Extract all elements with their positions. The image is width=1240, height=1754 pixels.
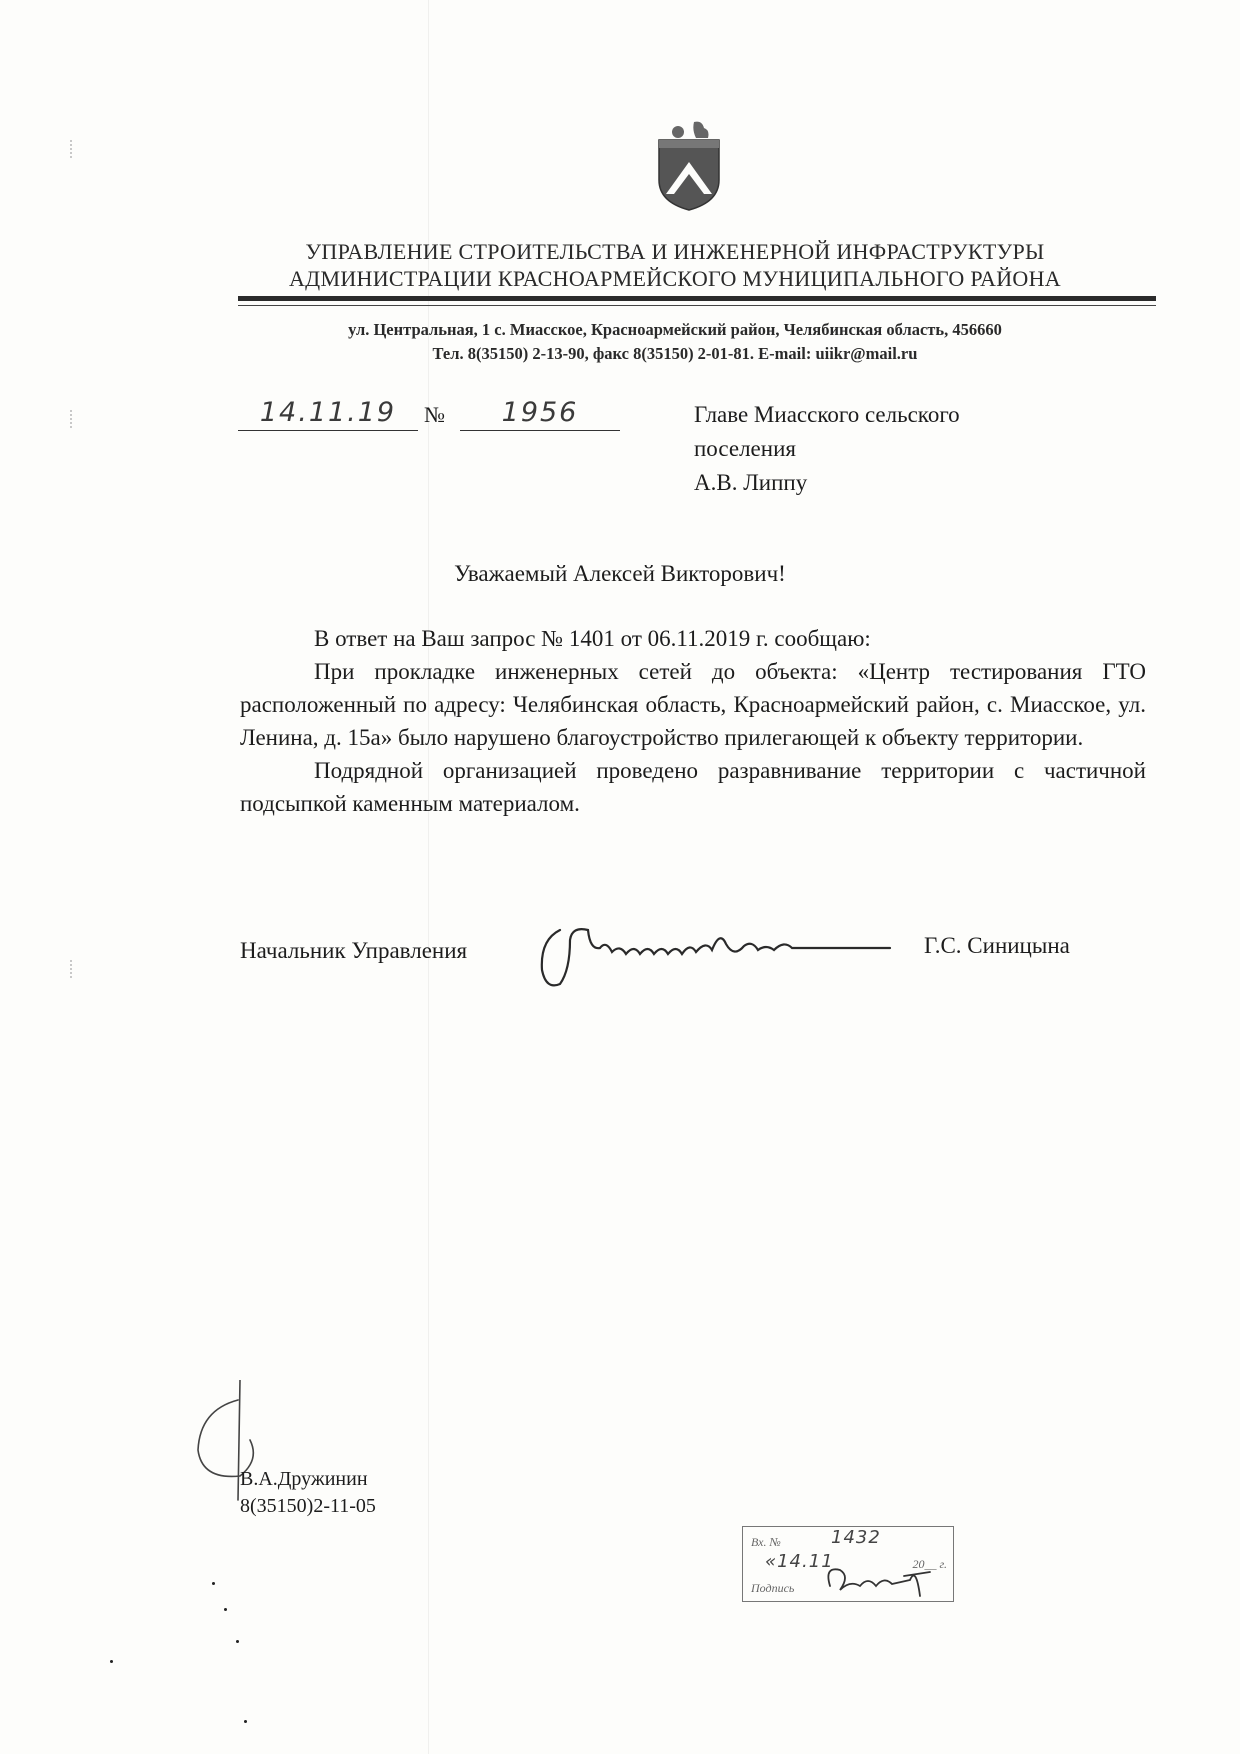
organization-title	[230, 238, 1120, 292]
body-paragraph: При прокладке инженерных сетей до объекта: «Центр тестирования ГТО расположенный по адресу: Челябинская область, Красноармейский район, с. Миасское, ул. Ленина, д. 15а» было нарушено благоустройство прилегающей к объекту территории.	[240, 659, 1146, 750]
phone-line: Тел. 8(35150) 2-13-90, факс 8(35150) 2-01-81. E-mail: uiikr@mail.ru	[432, 344, 918, 363]
outgoing-date: 14.11.19	[259, 397, 397, 428]
scan-speck	[236, 1640, 239, 1643]
stamp-date: «14.11	[765, 1551, 834, 1572]
scan-speck	[110, 1660, 113, 1663]
body-paragraph: В ответ на Ваш запрос № 1401 от 06.11.2019 г. сообщаю:	[314, 626, 871, 651]
addressee-line: Главе Миасского сельского	[694, 402, 960, 427]
stamp-number-label: Вх. №	[751, 1535, 781, 1549]
outgoing-number: 1956	[501, 397, 579, 428]
header-divider-thin	[238, 305, 1156, 306]
stamp-sign-label: Подпись	[751, 1581, 795, 1595]
org-title-line1: УПРАВЛЕНИЕ СТРОИТЕЛЬСТВА И ИНЖЕНЕРНОЙ ИНФРАСТРУКТУРЫ	[305, 239, 1045, 264]
stamp-signature	[820, 1556, 940, 1600]
executor-name: В.А.Дружинин	[240, 1468, 368, 1490]
letter-body	[240, 622, 1146, 820]
organization-contacts	[230, 318, 1120, 366]
executor-block	[240, 1466, 376, 1520]
scan-artifact	[70, 410, 74, 428]
stamp-number: 1432	[831, 1527, 881, 1548]
header-divider	[238, 296, 1156, 301]
org-title-line2: АДМИНИСТРАЦИИ КРАСНОАРМЕЙСКОГО МУНИЦИПАЛЬНОГО РАЙОНА	[288, 266, 1061, 291]
addressee-line: А.В. Липпу	[694, 470, 808, 495]
number-label: №	[424, 402, 445, 427]
addressee-line: поселения	[694, 436, 796, 461]
handwritten-signature	[530, 900, 910, 1000]
signer-position: Начальник Управления	[240, 938, 468, 963]
scan-speck	[224, 1608, 227, 1611]
coat-of-arms-icon	[656, 118, 722, 212]
scan-artifact	[70, 140, 74, 158]
addressee-block	[694, 398, 960, 500]
scan-speck	[244, 1720, 247, 1723]
outgoing-number-field	[460, 397, 620, 431]
body-paragraph: Подрядной организацией проведено разравнивание территории с частичной подсыпкой каменным материалом.	[240, 758, 1146, 816]
salutation: Уважаемый Алексей Викторович!	[454, 561, 786, 586]
scan-speck	[212, 1582, 215, 1585]
executor-phone: 8(35150)2-11-05	[240, 1495, 376, 1517]
stamp-year: 20__ г.	[912, 1557, 947, 1571]
scan-artifact	[70, 960, 74, 978]
outgoing-date-field	[238, 397, 418, 431]
address-line: ул. Центральная, 1 с. Миасское, Красноармейский район, Челябинская область, 456660	[348, 320, 1002, 339]
signer-name: Г.С. Синицына	[924, 933, 1070, 958]
